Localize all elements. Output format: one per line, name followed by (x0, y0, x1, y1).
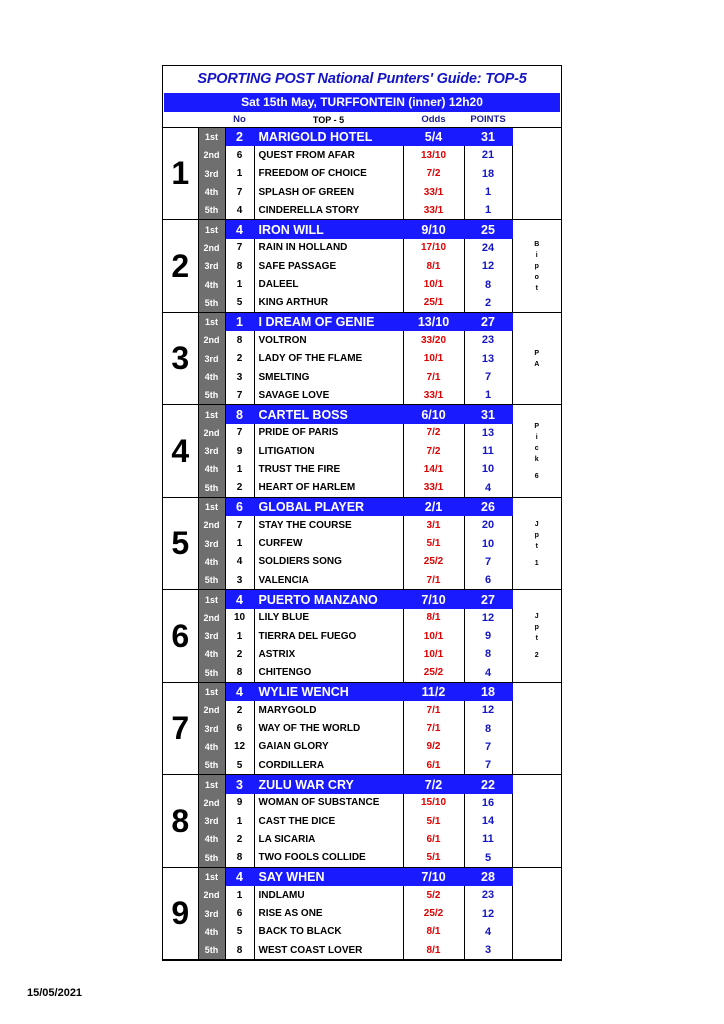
race-entry-row (163, 497, 561, 516)
horse-points: 3 (464, 941, 512, 960)
horse-name: LA SICARIA (254, 830, 403, 848)
horse-number: 5 (225, 756, 254, 775)
horse-points: 8 (464, 720, 512, 738)
horse-points: 4 (464, 664, 512, 683)
horse-number: 7 (225, 239, 254, 257)
race-entry-row (163, 239, 561, 257)
horse-name: LITIGATION (254, 442, 403, 460)
race-entry-row (163, 701, 561, 719)
race-number: 5 (163, 497, 198, 589)
finish-position: 4th (198, 460, 225, 478)
horse-odds: 7/1 (403, 720, 464, 738)
horse-odds: 11/2 (403, 682, 464, 701)
punters-guide-sheet (162, 65, 562, 961)
horse-points: 25 (464, 220, 512, 239)
race-entry-row (163, 257, 561, 275)
horse-number: 1 (225, 312, 254, 331)
horse-name: I DREAM OF GENIE (254, 312, 403, 331)
horse-odds: 33/1 (403, 386, 464, 405)
finish-position: 2nd (198, 331, 225, 349)
race-entry-row (163, 275, 561, 293)
race-entry-row (163, 350, 561, 368)
horse-odds: 13/10 (403, 312, 464, 331)
race-entry-row (163, 128, 561, 147)
horse-name: WAY OF THE WORLD (254, 720, 403, 738)
finish-position: 3rd (198, 165, 225, 183)
horse-number: 7 (225, 386, 254, 405)
horse-points: 7 (464, 756, 512, 775)
horse-points: 22 (464, 775, 512, 794)
guide-title: SPORTING POST National Punters' Guide: TOP-5 (197, 71, 527, 87)
horse-points: 1 (464, 201, 512, 220)
race-entry-row (163, 460, 561, 478)
horse-points: 1 (464, 183, 512, 201)
horse-points: 27 (464, 590, 512, 609)
horse-number: 4 (225, 867, 254, 886)
horse-points: 12 (464, 701, 512, 719)
horse-number: 1 (225, 275, 254, 293)
horse-points: 23 (464, 331, 512, 349)
finish-position: 5th (198, 571, 225, 590)
race-entry-row (163, 331, 561, 349)
horse-odds: 6/1 (403, 756, 464, 775)
horse-points: 5 (464, 849, 512, 868)
race-entry-row (163, 867, 561, 886)
horse-points: 11 (464, 442, 512, 460)
race-entry-row (163, 146, 561, 164)
horse-odds: 5/2 (403, 886, 464, 904)
horse-number: 2 (225, 479, 254, 498)
horse-odds: 2/1 (403, 497, 464, 516)
top5-table (163, 112, 561, 960)
horse-number: 4 (225, 553, 254, 571)
meeting-subtitle: Sat 15th May, TURFFONTEIN (inner) 12h20 (164, 93, 560, 112)
horse-points: 7 (464, 553, 512, 571)
horse-name: VALENCIA (254, 571, 403, 590)
horse-name: IRON WILL (254, 220, 403, 239)
horse-odds: 33/1 (403, 201, 464, 220)
horse-points: 28 (464, 867, 512, 886)
race-entry-row (163, 183, 561, 201)
footer-date: 15/05/2021 (27, 987, 83, 999)
race-number: 3 (163, 312, 198, 404)
finish-position: 5th (198, 941, 225, 960)
race-entry-row (163, 590, 561, 609)
horse-name: STAY THE COURSE (254, 516, 403, 534)
race-bet-note: P A (512, 312, 561, 404)
horse-number: 5 (225, 923, 254, 941)
horse-number: 6 (225, 497, 254, 516)
finish-position: 4th (198, 183, 225, 201)
horse-odds: 8/1 (403, 941, 464, 960)
horse-number: 2 (225, 701, 254, 719)
horse-name: GAIAN GLORY (254, 738, 403, 756)
horse-odds: 25/2 (403, 664, 464, 683)
horse-odds: 25/2 (403, 904, 464, 922)
horse-name: SAVAGE LOVE (254, 386, 403, 405)
horse-name: CARTEL BOSS (254, 405, 403, 424)
finish-position: 3rd (198, 535, 225, 553)
race-entry-row (163, 941, 561, 960)
horse-odds: 5/1 (403, 535, 464, 553)
horse-odds: 8/1 (403, 257, 464, 275)
horse-number: 4 (225, 220, 254, 239)
race-bet-note (512, 775, 561, 867)
horse-points: 31 (464, 128, 512, 147)
horse-number: 8 (225, 941, 254, 960)
finish-position: 1st (198, 220, 225, 239)
horse-points: 10 (464, 460, 512, 478)
horse-odds: 3/1 (403, 516, 464, 534)
race-entry-row (163, 627, 561, 645)
finish-position: 2nd (198, 424, 225, 442)
finish-position: 3rd (198, 812, 225, 830)
race-entry-row (163, 904, 561, 922)
horse-odds: 10/1 (403, 275, 464, 293)
horse-number: 1 (225, 460, 254, 478)
horse-odds: 13/10 (403, 146, 464, 164)
finish-position: 4th (198, 553, 225, 571)
horse-number: 6 (225, 720, 254, 738)
horse-number: 9 (225, 794, 254, 812)
horse-number: 7 (225, 424, 254, 442)
horse-points: 18 (464, 165, 512, 183)
header-odds: Odds (403, 112, 464, 128)
horse-odds: 10/1 (403, 627, 464, 645)
horse-odds: 6/1 (403, 830, 464, 848)
horse-name: FREEDOM OF CHOICE (254, 165, 403, 183)
horse-points: 9 (464, 627, 512, 645)
header-points: POINTS (464, 112, 512, 128)
horse-name: SMELTING (254, 368, 403, 386)
horse-points: 24 (464, 239, 512, 257)
horse-points: 4 (464, 479, 512, 498)
horse-odds: 5/1 (403, 849, 464, 868)
race-entry-row (163, 201, 561, 220)
horse-number: 10 (225, 609, 254, 627)
horse-name: GLOBAL PLAYER (254, 497, 403, 516)
horse-odds: 17/10 (403, 239, 464, 257)
horse-number: 4 (225, 590, 254, 609)
race-bet-note (512, 128, 561, 220)
horse-points: 6 (464, 571, 512, 590)
horse-number: 8 (225, 257, 254, 275)
horse-name: KING ARTHUR (254, 294, 403, 313)
race-table-body (163, 128, 561, 960)
finish-position: 3rd (198, 904, 225, 922)
horse-name: CINDERELLA STORY (254, 201, 403, 220)
horse-name: SAY WHEN (254, 867, 403, 886)
horse-number: 6 (225, 904, 254, 922)
horse-name: HEART OF HARLEM (254, 479, 403, 498)
horse-points: 20 (464, 516, 512, 534)
horse-number: 7 (225, 516, 254, 534)
horse-name: SOLDIERS SONG (254, 553, 403, 571)
horse-odds: 33/1 (403, 479, 464, 498)
horse-points: 23 (464, 886, 512, 904)
horse-odds: 7/1 (403, 701, 464, 719)
finish-position: 4th (198, 368, 225, 386)
finish-position: 1st (198, 775, 225, 794)
race-entry-row (163, 571, 561, 590)
race-entry-row (163, 609, 561, 627)
horse-odds: 5/1 (403, 812, 464, 830)
horse-number: 8 (225, 849, 254, 868)
horse-number: 6 (225, 146, 254, 164)
finish-position: 1st (198, 312, 225, 331)
horse-points: 13 (464, 350, 512, 368)
horse-name: RISE AS ONE (254, 904, 403, 922)
race-number: 4 (163, 405, 198, 497)
finish-position: 3rd (198, 720, 225, 738)
horse-points: 12 (464, 904, 512, 922)
horse-number: 1 (225, 886, 254, 904)
horse-number: 1 (225, 812, 254, 830)
header-top5: TOP - 5 (254, 112, 403, 128)
horse-name: CORDILLERA (254, 756, 403, 775)
horse-odds: 10/1 (403, 350, 464, 368)
horse-odds: 5/4 (403, 128, 464, 147)
horse-odds: 7/1 (403, 571, 464, 590)
horse-points: 18 (464, 682, 512, 701)
horse-odds: 33/1 (403, 183, 464, 201)
horse-number: 1 (225, 627, 254, 645)
finish-position: 3rd (198, 350, 225, 368)
horse-odds: 25/1 (403, 294, 464, 313)
horse-points: 10 (464, 535, 512, 553)
race-entry-row (163, 682, 561, 701)
horse-points: 2 (464, 294, 512, 313)
horse-points: 16 (464, 794, 512, 812)
race-number: 9 (163, 867, 198, 959)
horse-points: 31 (464, 405, 512, 424)
finish-position: 5th (198, 386, 225, 405)
race-entry-row (163, 812, 561, 830)
finish-position: 2nd (198, 609, 225, 627)
finish-position: 5th (198, 756, 225, 775)
horse-number: 12 (225, 738, 254, 756)
horse-points: 12 (464, 609, 512, 627)
horse-points: 27 (464, 312, 512, 331)
race-entry-row (163, 312, 561, 331)
horse-number: 1 (225, 165, 254, 183)
finish-position: 4th (198, 830, 225, 848)
race-entry-row (163, 424, 561, 442)
finish-position: 4th (198, 645, 225, 663)
horse-odds: 7/10 (403, 590, 464, 609)
race-entry-row (163, 645, 561, 663)
horse-name: CHITENGO (254, 664, 403, 683)
race-entry-row (163, 368, 561, 386)
finish-position: 2nd (198, 886, 225, 904)
race-bet-note (512, 682, 561, 774)
horse-points: 11 (464, 830, 512, 848)
race-number: 6 (163, 590, 198, 682)
horse-name: BACK TO BLACK (254, 923, 403, 941)
horse-odds: 7/2 (403, 442, 464, 460)
horse-number: 7 (225, 183, 254, 201)
horse-points: 13 (464, 424, 512, 442)
horse-name: PUERTO MANZANO (254, 590, 403, 609)
horse-number: 8 (225, 664, 254, 683)
horse-points: 26 (464, 497, 512, 516)
horse-name: SAFE PASSAGE (254, 257, 403, 275)
finish-position: 4th (198, 923, 225, 941)
horse-number: 3 (225, 571, 254, 590)
horse-points: 4 (464, 923, 512, 941)
race-number: 1 (163, 128, 198, 220)
race-entry-row (163, 794, 561, 812)
horse-number: 1 (225, 535, 254, 553)
horse-points: 8 (464, 645, 512, 663)
horse-name: DALEEL (254, 275, 403, 293)
finish-position: 3rd (198, 442, 225, 460)
horse-points: 1 (464, 386, 512, 405)
finish-position: 5th (198, 849, 225, 868)
horse-name: ZULU WAR CRY (254, 775, 403, 794)
race-bet-note: P i c k 6 (512, 405, 561, 497)
horse-odds: 7/2 (403, 775, 464, 794)
horse-name: MARYGOLD (254, 701, 403, 719)
race-entry-row (163, 479, 561, 498)
horse-name: WEST COAST LOVER (254, 941, 403, 960)
header-no: No (225, 112, 254, 128)
horse-name: TIERRA DEL FUEGO (254, 627, 403, 645)
finish-position: 5th (198, 294, 225, 313)
horse-points: 7 (464, 738, 512, 756)
horse-odds: 6/10 (403, 405, 464, 424)
horse-number: 2 (225, 350, 254, 368)
race-number: 2 (163, 220, 198, 312)
horse-name: TWO FOOLS COLLIDE (254, 849, 403, 868)
race-entry-row (163, 405, 561, 424)
horse-name: CURFEW (254, 535, 403, 553)
horse-points: 21 (464, 146, 512, 164)
race-number: 8 (163, 775, 198, 867)
finish-position: 2nd (198, 239, 225, 257)
race-entry-row (163, 220, 561, 239)
race-entry-row (163, 849, 561, 868)
horse-odds: 9/10 (403, 220, 464, 239)
horse-name: ASTRIX (254, 645, 403, 663)
race-bet-note (512, 867, 561, 959)
horse-name: SPLASH OF GREEN (254, 183, 403, 201)
horse-name: LADY OF THE FLAME (254, 350, 403, 368)
horse-number: 2 (225, 128, 254, 147)
race-entry-row (163, 535, 561, 553)
finish-position: 2nd (198, 794, 225, 812)
finish-position: 1st (198, 128, 225, 147)
finish-position: 1st (198, 497, 225, 516)
race-entry-row (163, 756, 561, 775)
horse-name: PRIDE OF PARIS (254, 424, 403, 442)
horse-odds: 9/2 (403, 738, 464, 756)
race-entry-row (163, 553, 561, 571)
horse-name: WYLIE WENCH (254, 682, 403, 701)
race-entry-row (163, 830, 561, 848)
horse-name: QUEST FROM AFAR (254, 146, 403, 164)
horse-name: MARIGOLD HOTEL (254, 128, 403, 147)
finish-position: 5th (198, 201, 225, 220)
finish-position: 3rd (198, 257, 225, 275)
horse-number: 4 (225, 682, 254, 701)
race-entry-row (163, 386, 561, 405)
horse-number: 8 (225, 331, 254, 349)
horse-odds: 7/2 (403, 424, 464, 442)
horse-points: 8 (464, 275, 512, 293)
race-bet-note: J p t 2 (512, 590, 561, 682)
race-bet-note: J p t 1 (512, 497, 561, 589)
horse-odds: 7/1 (403, 368, 464, 386)
horse-odds: 8/1 (403, 923, 464, 941)
horse-number: 2 (225, 645, 254, 663)
horse-number: 3 (225, 368, 254, 386)
horse-odds: 14/1 (403, 460, 464, 478)
finish-position: 5th (198, 479, 225, 498)
race-entry-row (163, 442, 561, 460)
finish-position: 1st (198, 590, 225, 609)
horse-odds: 8/1 (403, 609, 464, 627)
finish-position: 3rd (198, 627, 225, 645)
horse-odds: 25/2 (403, 553, 464, 571)
horse-points: 7 (464, 368, 512, 386)
finish-position: 5th (198, 664, 225, 683)
horse-odds: 15/10 (403, 794, 464, 812)
horse-number: 3 (225, 775, 254, 794)
finish-position: 1st (198, 867, 225, 886)
horse-number: 2 (225, 830, 254, 848)
horse-number: 9 (225, 442, 254, 460)
horse-name: INDLAMU (254, 886, 403, 904)
race-entry-row (163, 720, 561, 738)
horse-odds: 7/10 (403, 867, 464, 886)
finish-position: 1st (198, 682, 225, 701)
race-entry-row (163, 165, 561, 183)
horse-points: 14 (464, 812, 512, 830)
race-entry-row (163, 775, 561, 794)
finish-position: 4th (198, 738, 225, 756)
horse-odds: 7/2 (403, 165, 464, 183)
horse-name: WOMAN OF SUBSTANCE (254, 794, 403, 812)
race-entry-row (163, 664, 561, 683)
horse-odds: 33/20 (403, 331, 464, 349)
finish-position: 1st (198, 405, 225, 424)
finish-position: 2nd (198, 701, 225, 719)
horse-points: 12 (464, 257, 512, 275)
horse-name: LILY BLUE (254, 609, 403, 627)
horse-name: VOLTRON (254, 331, 403, 349)
race-bet-note: B i p o t (512, 220, 561, 312)
race-entry-row (163, 294, 561, 313)
horse-number: 5 (225, 294, 254, 313)
race-entry-row (163, 516, 561, 534)
race-entry-row (163, 886, 561, 904)
horse-odds: 10/1 (403, 645, 464, 663)
table-header-row (163, 112, 561, 128)
horse-name: CAST THE DICE (254, 812, 403, 830)
race-entry-row (163, 923, 561, 941)
finish-position: 4th (198, 275, 225, 293)
horse-name: RAIN IN HOLLAND (254, 239, 403, 257)
finish-position: 2nd (198, 146, 225, 164)
race-number: 7 (163, 682, 198, 774)
horse-number: 8 (225, 405, 254, 424)
horse-number: 4 (225, 201, 254, 220)
race-entry-row (163, 738, 561, 756)
finish-position: 2nd (198, 516, 225, 534)
horse-name: TRUST THE FIRE (254, 460, 403, 478)
